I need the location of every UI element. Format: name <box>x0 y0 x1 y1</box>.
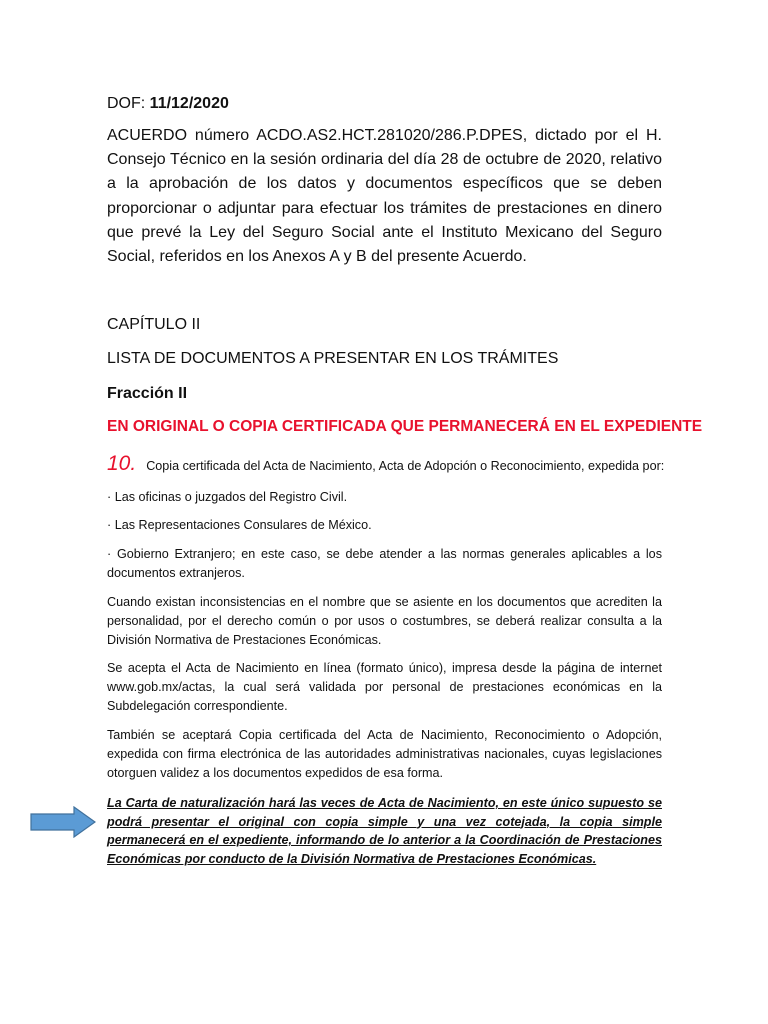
right-arrow-icon <box>30 806 96 838</box>
bullet-consulares: · Las Representaciones Consulares de México. <box>107 518 372 532</box>
bullet-gobierno-extranjero: · Gobierno Extranjero; en este caso, se debe atender a las normas generales aplicables a los documentos extranjeros. <box>107 547 662 580</box>
list-title: LISTA DE DOCUMENTOS A PRESENTAR EN LOS TRÁMITES <box>107 350 559 367</box>
chapter-heading: CAPÍTULO II <box>107 316 201 333</box>
dof-label: DOF: <box>107 95 146 112</box>
item-text: Copia certificada del Acta de Nacimiento, Acta de Adopción o Reconocimiento, expedida por: <box>146 459 665 473</box>
item-number: 10. <box>107 452 137 475</box>
dof-date: 11/12/2020 <box>149 95 229 112</box>
arrow-shape <box>31 807 95 837</box>
fraccion-heading: Fracción II <box>107 385 188 402</box>
bullet-registro-civil: · Las oficinas o juzgados del Registro Civil. <box>107 490 348 504</box>
paragraph-inconsistencias: Cuando existan inconsistencias en el nombre que se asiente en los documentos que acrediten la personalidad, por el derecho común o por usos o costumbres, se deberá realizar consulta a la División Normativa de Prestaciones Económicas. <box>107 595 662 647</box>
paragraph-carta-naturalizacion: La Carta de naturalización hará las veces de Acta de Nacimiento, en este único supuesto se podrá presentar el original con copia simple y una vez cotejada, la copia simple permanecerá en el expediente, informando de lo anterior a la Coordinación de Prestaciones Económicas por conducto de la División Normativa de Prestaciones Económicas. <box>107 796 662 866</box>
paragraph-firma-electronica: También se aceptará Copia certificada del Acta de Nacimiento, Reconocimiento o Adopción, expedida con firma electrónica de las autoridades administrativas nacionales, cuyas legislaciones otorguen validez a los documentos expedidos de esa forma. <box>107 728 662 780</box>
paragraph-acta-en-linea: Se acepta el Acta de Nacimiento en línea (formato único), impresa desde la página de internet www.gob.mx/actas, la cual será validada por personal de prestaciones económicas en la Subdelegación correspondiente. <box>107 661 662 713</box>
original-heading: EN ORIGINAL O COPIA CERTIFICADA QUE PERMANECERÁ EN EL EXPEDIENTE <box>107 418 703 435</box>
dof-line <box>107 95 229 113</box>
acuerdo-paragraph: ACUERDO número ACDO.AS2.HCT.281020/286.P.DPES, dictado por el H. Consejo Técnico en la sesión ordinaria del día 28 de octubre de 2020, relativo a la aprobación de los datos y documentos específicos que se deben proporcionar o adjuntar para efectuar los trámites de prestaciones en dinero que prevé la Ley del Seguro Social ante el Instituto Mexicano del Seguro Social, referidos en los Anexos A y B del presente Acuerdo. <box>107 127 662 266</box>
item-10 <box>107 452 667 476</box>
